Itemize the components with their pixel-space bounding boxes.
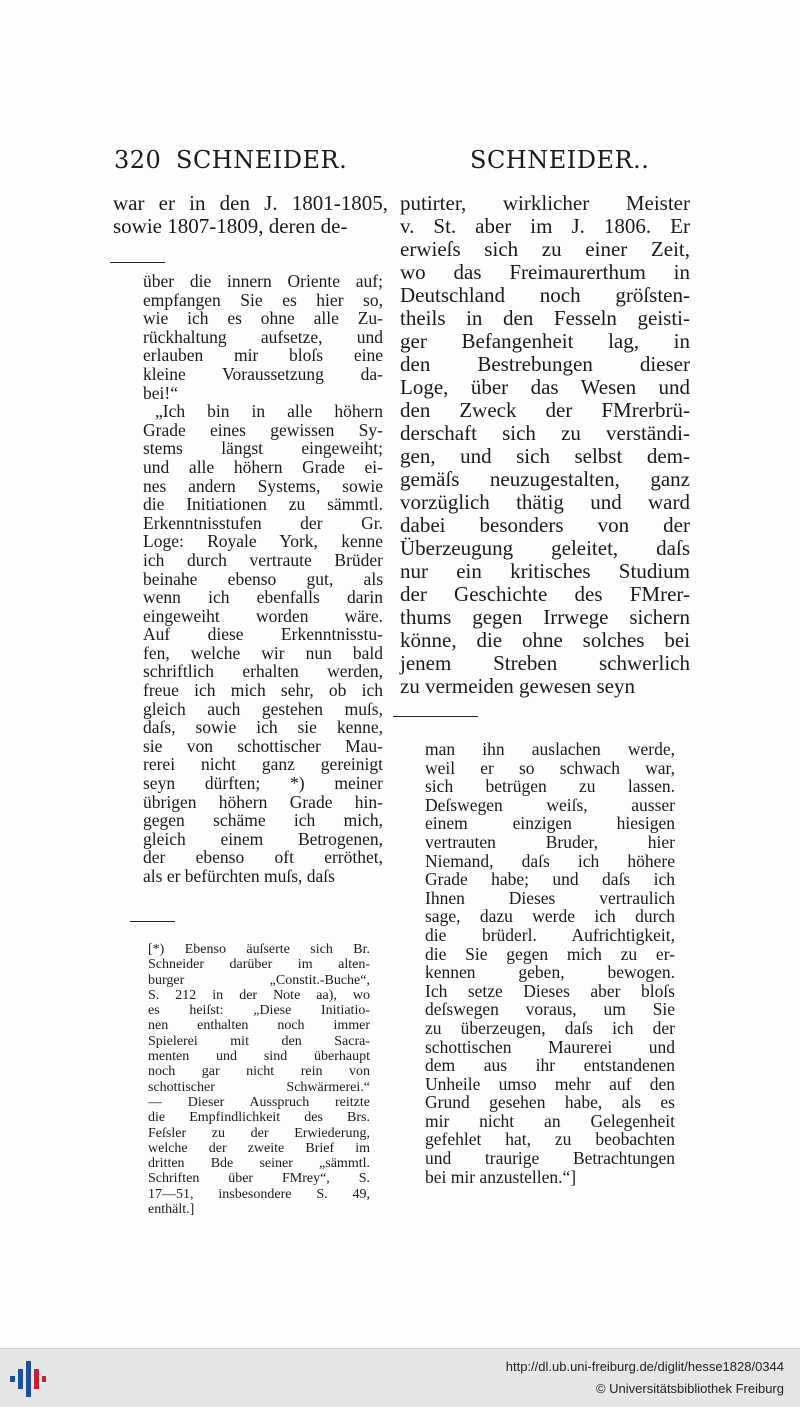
text-line: freue ich mich sehr, ob ich (143, 680, 383, 701)
left-column-main-text (113, 192, 388, 238)
text-line: könne, die ohne solches bei (400, 628, 690, 652)
right-column-rule (393, 716, 478, 717)
footer-bar (0, 1348, 800, 1407)
left-column-rule (110, 262, 165, 263)
text-line: eingeweiht worden wäre. (143, 605, 383, 626)
text-line: enthält.] (148, 1202, 195, 1218)
ub-freiburg-logo-icon (8, 1359, 48, 1399)
right-column-quote-continued (425, 740, 675, 1186)
text-line: gegen schäme ich mich, (143, 810, 383, 831)
text-line: menten und sind überhaupt (148, 1049, 370, 1065)
text-line: schottischer Schwärmerei.“ (148, 1079, 370, 1095)
text-line: stems längst eingeweiht; (143, 438, 383, 459)
text-line: putirter, wirklicher Meister (400, 191, 690, 215)
text-line: Ich setze Dieses aber bloſs (425, 980, 675, 1001)
text-line: übrigen höhern Grade hin- (143, 791, 383, 812)
text-line: weil er so schwach war, (425, 757, 675, 778)
text-line: einem einzigen hiesigen (425, 813, 675, 834)
text-line: dabei besonders von der (400, 513, 690, 537)
text-line: sowie 1807-1809, deren de- (113, 214, 348, 238)
text-line: Erkenntnisstufen der Gr. (143, 512, 383, 533)
text-line: Feſsler zu der Erwiederung, (148, 1125, 370, 1141)
text-line: Niemand, daſs ich höhere (425, 850, 675, 871)
text-line: sich betrügen zu lassen. (425, 776, 675, 797)
text-line: wie ich es ohne alle Zu- (143, 308, 383, 329)
text-line: thums gegen Irrwege sichern (400, 605, 690, 629)
text-line: der ebenso oft erröthet, (143, 847, 383, 868)
text-line: Grade eines gewissen Sy- (143, 419, 383, 440)
text-line: Überzeugung geleitet, daſs (400, 536, 690, 560)
text-line: deſswegen voraus, um Sie (425, 999, 675, 1020)
footnote-rule (130, 921, 175, 922)
footnote (148, 942, 370, 1217)
text-line: „Ich bin in alle höhern (155, 401, 383, 422)
text-line: S. 212 in der Note aa), wo (148, 987, 370, 1003)
text-line: gleich auch gestehen muſs, (143, 698, 383, 719)
text-line: und alle höhern Grade ei- (143, 456, 383, 477)
text-line: dem aus ihr entstandenen (425, 1055, 675, 1076)
text-line: Schriften über FMrey“, S. (148, 1171, 370, 1187)
text-line: Ihnen Dieses vertraulich (425, 887, 675, 908)
text-line: wenn ich ebenfalls darin (143, 587, 383, 608)
running-head-left: SCHNEIDER. (176, 146, 348, 174)
text-line: ger Befangenheit lag, in (400, 329, 690, 353)
text-line: v. St. aber im J. 1806. Er (400, 214, 690, 238)
text-line: Spielerei mit den Sacra- (148, 1033, 370, 1049)
text-line: bei mir anzustellen.“] (425, 1166, 577, 1187)
text-line: seyn dürften; *) meiner (143, 773, 383, 794)
left-column-quote (143, 272, 383, 886)
text-line: daſs, sowie ich sie kenne, (143, 717, 383, 738)
text-line: burger „Constit.-Buche“, (148, 972, 370, 988)
text-line: und traurige Betrachtungen (425, 1148, 675, 1169)
text-line: der Geschichte des FMrer- (400, 582, 690, 606)
text-line: Auf diese Erkenntnisstu- (143, 624, 383, 645)
text-line: über die innern Oriente auf; (143, 271, 383, 291)
text-line: man ihn auslachen werde, (425, 739, 675, 759)
text-line: derschaft sich zu verständi- (400, 421, 690, 445)
text-line: wo das Freimaurerthum in (400, 260, 690, 284)
text-line: schriftlich erhalten werden, (143, 661, 383, 682)
text-line: nen enthalten noch immer (148, 1018, 370, 1034)
text-line: Deutschland noch gröſsten- (400, 283, 690, 307)
text-line: rückhaltung aufsetze, und (143, 326, 383, 347)
text-line: [*) Ebenso äuſserte sich Br. (148, 942, 370, 957)
text-line: gen, und sich selbst dem- (400, 444, 690, 468)
text-line: — Dieser Ausspruch reitzte (148, 1094, 370, 1110)
text-line: Unheile umso mehr auf den (425, 1073, 675, 1094)
text-line: ich durch vertraute Brüder (143, 549, 383, 570)
text-line: zu überzeugen, daſs ich der (425, 1017, 675, 1038)
text-line: vorzüglich thätig und ward (400, 490, 690, 514)
text-line: die Initiationen zu sämmtl. (143, 494, 383, 515)
text-line: beinahe ebenso gut, als (143, 568, 383, 589)
text-line: empfangen Sie es hier so, (143, 289, 383, 310)
text-line: erwieſs sich zu einer Zeit, (400, 237, 690, 261)
text-line: erlauben mir bloſs eine (143, 345, 383, 366)
running-head-right: SCHNEIDER.. (470, 146, 650, 174)
text-line: 17—51, insbesondere S. 49, (148, 1186, 370, 1202)
text-line: sie von schottischer Mau- (143, 735, 383, 756)
text-line: jenem Streben schwerlich (400, 651, 690, 675)
text-line: theils in den Fesseln geisti- (400, 306, 690, 330)
copyright-notice: © Universitätsbibliothek Freiburg (595, 1381, 784, 1396)
text-line: den Bestrebungen dieser (400, 352, 690, 376)
text-line: kennen geben, bewogen. (425, 962, 675, 983)
text-line: vertrauten Bruder, hier (425, 831, 675, 852)
text-line: Loge, über das Wesen und (400, 375, 690, 399)
text-line: rerei nicht ganz gereinigt (143, 754, 383, 775)
text-line: Loge: Royale York, kenne (143, 531, 383, 552)
text-line: dritten Bde seiner „sämmtl. (148, 1156, 370, 1172)
text-line: als er befürchten muſs, daſs (143, 866, 335, 886)
text-line: die Empfindlichkeit des Brs. (148, 1110, 370, 1126)
text-line: Grund gesehen habe, als es (425, 1092, 675, 1113)
text-line: die Sie gegen mich zu er- (425, 943, 675, 964)
text-line: nes andern Systems, sowie (143, 475, 383, 496)
text-line: fen, welche wir nun bald (143, 642, 383, 663)
text-line: Schneider darüber im alten- (148, 957, 370, 973)
right-column-main-text (400, 192, 690, 698)
text-line: gefehlet hat, zu beobachten (425, 1129, 675, 1150)
text-line: war er in den J. 1801-1805, (113, 191, 388, 215)
text-line: nur ein kritisches Studium (400, 559, 690, 583)
text-line: noch gar nicht rein von (148, 1064, 370, 1080)
text-line: sage, dazu werde ich durch (425, 906, 675, 927)
text-line: schottischen Maurerei und (425, 1036, 675, 1057)
text-line: mir nicht an Gelegenheit (425, 1110, 675, 1131)
text-line: kleine Voraussetzung da- (143, 363, 383, 384)
text-line: zu vermeiden gewesen seyn (400, 674, 635, 698)
text-line: bei!“ (143, 382, 178, 403)
text-line: Grade habe; und daſs ich (425, 869, 675, 890)
text-line: es heiſst: „Diese Initiatio- (148, 1003, 370, 1019)
text-line: gleich einem Betrogenen, (143, 828, 383, 849)
text-line: die brüderl. Aufrichtigkeit, (425, 924, 675, 945)
text-line: den Zweck der FMrerbrü- (400, 398, 690, 422)
source-url[interactable]: http://dl.ub.uni-freiburg.de/diglit/hesse1828/0344 (505, 1359, 784, 1374)
text-line: gemäſs neuzugestalten, ganz (400, 467, 690, 491)
text-line: Deſswegen weiſs, ausser (425, 794, 675, 815)
text-line: welche der zweite Brief im (148, 1140, 370, 1156)
page-number: 320 (114, 146, 162, 174)
